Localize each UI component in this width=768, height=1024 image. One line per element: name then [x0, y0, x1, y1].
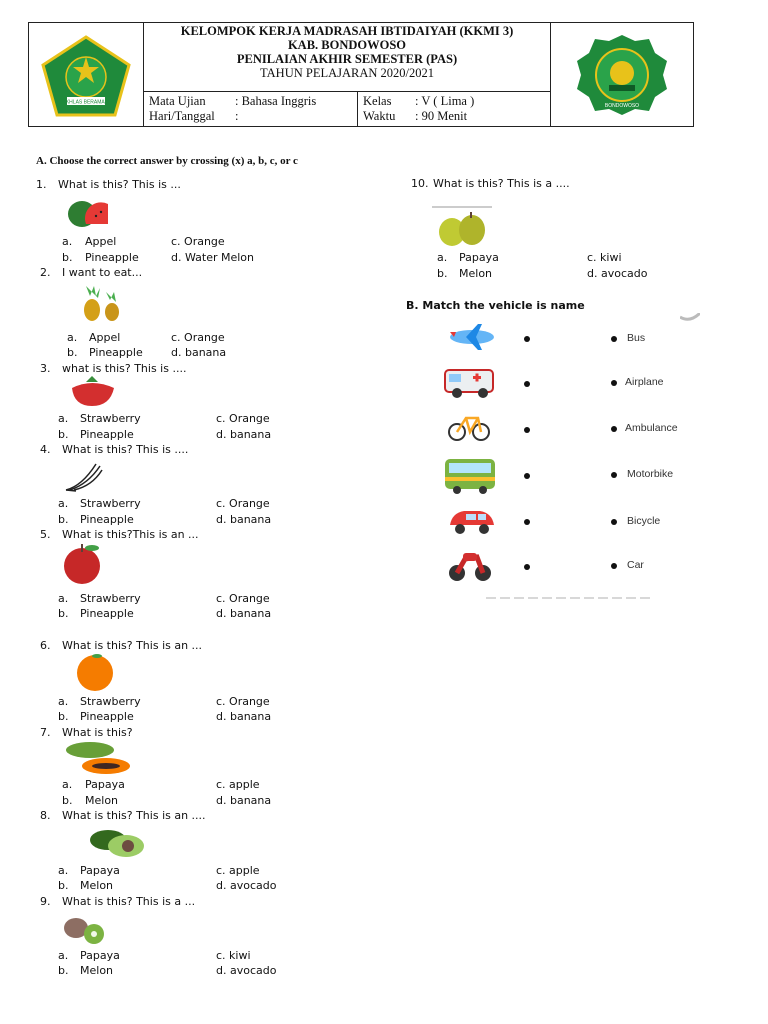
q3-option-d[interactable]: d. banana	[216, 428, 272, 441]
q4-option-d[interactable]: d. banana	[216, 513, 272, 526]
q2-option-c[interactable]: c. Orange	[171, 331, 225, 344]
q3-option-c[interactable]: c. Orange	[216, 412, 270, 425]
date-value: :	[235, 109, 239, 123]
q2-option-d[interactable]: d. banana	[171, 346, 227, 359]
q2-option-b[interactable]: Pineapple	[89, 346, 143, 359]
question-6-number: 6.	[40, 639, 51, 652]
q2-option-a-letter: a.	[67, 331, 78, 344]
question-7-text: What is this?	[62, 726, 133, 739]
corner-mark	[680, 308, 700, 327]
match-dot-left-1[interactable]	[524, 336, 530, 342]
header-line2: KAB. BONDOWOSO	[287, 38, 407, 52]
apple-image	[62, 542, 106, 590]
q8-option-d[interactable]: d. avocado	[216, 879, 277, 892]
question-5-number: 5.	[40, 528, 51, 541]
airplane-image	[446, 320, 500, 358]
match-dot-left-6[interactable]	[524, 564, 530, 570]
q6-option-b-letter: b.	[58, 710, 69, 723]
kiwi-image	[62, 914, 108, 950]
q8-option-a[interactable]: Papaya	[80, 864, 120, 877]
match-dot-left-2[interactable]	[524, 381, 530, 387]
question-4-number: 4.	[40, 443, 51, 456]
q5-option-c[interactable]: c. Orange	[216, 592, 270, 605]
strawberry-image	[66, 376, 118, 412]
q6-option-a[interactable]: Strawberry	[80, 695, 141, 708]
question-9-number: 9.	[40, 895, 51, 908]
q9-option-b-letter: b.	[58, 964, 69, 977]
vehicle-label-motorbike: Motorbike	[627, 468, 674, 480]
exam-header	[28, 22, 694, 127]
papaya-image	[64, 740, 132, 780]
q5-option-a[interactable]: Strawberry	[80, 592, 141, 605]
q5-option-b-letter: b.	[58, 607, 69, 620]
q7-option-a-letter: a.	[62, 778, 73, 791]
q2-option-b-letter: b.	[67, 346, 78, 359]
question-1-text: What is this? This is ...	[58, 178, 181, 191]
q5-option-a-letter: a.	[58, 592, 69, 605]
header-line3: PENILAIAN AKHIR SEMESTER (PAS)	[236, 52, 458, 66]
subject-label: Mata Ujian	[149, 94, 206, 108]
q9-option-b[interactable]: Melon	[80, 964, 114, 977]
q8-option-b[interactable]: Melon	[80, 879, 114, 892]
q6-option-b[interactable]: Pineapple	[80, 710, 134, 723]
logo-right-caption: BONDOWOSO	[604, 103, 640, 109]
q7-option-d[interactable]: d. banana	[216, 794, 272, 807]
q1-option-a-letter: a.	[62, 235, 73, 248]
q1-option-b-letter: b.	[62, 251, 73, 264]
banana-image	[62, 458, 106, 498]
question-10-number: 10.	[411, 177, 429, 190]
q1-option-d[interactable]: d. Water Melon	[171, 251, 255, 264]
match-dot-right-2[interactable]	[611, 380, 617, 386]
time-label: Waktu	[363, 109, 396, 123]
orange-image	[72, 652, 118, 696]
q9-option-c[interactable]: c. kiwi	[216, 949, 251, 962]
q3-option-b[interactable]: Pineapple	[80, 428, 134, 441]
q8-option-a-letter: a.	[58, 864, 69, 877]
class-label: Kelas	[363, 94, 392, 108]
q4-option-a[interactable]: Strawberry	[80, 497, 141, 510]
question-4-text: What is this? This is ....	[62, 443, 189, 456]
q6-option-a-letter: a.	[58, 695, 69, 708]
match-dot-right-6[interactable]	[611, 563, 617, 569]
q10-option-a[interactable]: Papaya	[459, 251, 499, 264]
match-dot-right-5[interactable]	[611, 519, 617, 525]
section-a-instruction: A. Choose the correct answer by crossing (x) a, b, c, or c	[36, 155, 298, 167]
q7-option-a[interactable]: Papaya	[85, 778, 125, 791]
question-10-text: What is this? This is a ....	[433, 177, 570, 190]
match-dot-right-4[interactable]	[611, 472, 617, 478]
logo-left-caption: IKHLAS BERAMAL	[64, 99, 108, 106]
q9-option-a[interactable]: Papaya	[80, 949, 120, 962]
q1-option-a[interactable]: Appel	[85, 235, 117, 248]
question-3-text: what is this? This is ....	[62, 362, 187, 375]
vehicle-label-airplane: Airplane	[625, 376, 664, 388]
q5-option-d[interactable]: d. banana	[216, 607, 272, 620]
pineapple-image	[74, 282, 126, 326]
vehicle-label-bicycle: Bicycle	[627, 515, 661, 527]
subject-value: : Bahasa Inggris	[235, 94, 317, 108]
question-2-number: 2.	[40, 266, 51, 279]
match-dot-right-3[interactable]	[611, 426, 617, 432]
q3-option-a[interactable]: Strawberry	[80, 412, 141, 425]
date-label: Hari/Tanggal	[149, 109, 215, 123]
q10-option-c[interactable]: c. kiwi	[587, 251, 622, 264]
q8-option-b-letter: b.	[58, 879, 69, 892]
q9-option-a-letter: a.	[58, 949, 69, 962]
bicycle-image	[448, 408, 490, 448]
q10-option-a-letter: a.	[437, 251, 448, 264]
q4-option-c[interactable]: c. Orange	[216, 497, 270, 510]
vehicle-label-car: Car	[627, 559, 644, 571]
avocado-image	[84, 824, 150, 864]
match-dot-right-1[interactable]	[611, 336, 617, 342]
section-b-instruction: B. Match the vehicle is name	[406, 299, 585, 312]
match-dot-left-3[interactable]	[524, 427, 530, 433]
question-3-number: 3.	[40, 362, 51, 375]
vehicle-label-bus: Bus	[627, 332, 646, 344]
question-8-number: 8.	[40, 809, 51, 822]
question-1-number: 1.	[36, 178, 47, 191]
q1-option-c[interactable]: c. Orange	[171, 235, 225, 248]
q8-option-c[interactable]: c. apple	[216, 864, 260, 877]
q9-option-d[interactable]: d. avocado	[216, 964, 277, 977]
q1-option-b[interactable]: Pineapple	[85, 251, 139, 264]
ambulance-image	[443, 362, 497, 404]
q7-option-c[interactable]: c. apple	[216, 778, 260, 791]
question-9-text: What is this? This is a ...	[62, 895, 196, 908]
question-8-text: What is this? This is an ....	[62, 809, 206, 822]
header-line4: TAHUN PELAJARAN 2020/2021	[260, 66, 434, 80]
header-title-block	[143, 23, 551, 92]
header-line1: KELOMPOK KERJA MADRASAH IBTIDAIYAH (KKMI 3)	[180, 24, 514, 38]
q7-option-b[interactable]: Melon	[85, 794, 119, 807]
car-image	[446, 503, 498, 541]
q10-option-b-letter: b.	[437, 267, 448, 280]
q5-option-b[interactable]: Pineapple	[80, 607, 134, 620]
question-2-text: I want to eat...	[62, 266, 143, 279]
q2-option-a[interactable]: Appel	[89, 331, 121, 344]
class-value: : V ( Lima )	[415, 94, 475, 108]
q4-option-b-letter: b.	[58, 513, 69, 526]
q3-option-b-letter: b.	[58, 428, 69, 441]
image-footer-line	[486, 585, 654, 604]
pear-image	[432, 206, 494, 252]
q6-option-c[interactable]: c. Orange	[216, 695, 270, 708]
vehicle-label-ambulance: Ambulance	[625, 422, 678, 434]
q4-option-b[interactable]: Pineapple	[80, 513, 134, 526]
q4-option-a-letter: a.	[58, 497, 69, 510]
question-6-text: What is this? This is an ...	[62, 639, 203, 652]
motorbike-image	[447, 543, 493, 589]
kkmi-logo-right	[550, 23, 693, 126]
question-5-text: What is this?This is an ...	[62, 528, 199, 541]
question-7-number: 7.	[40, 726, 51, 739]
watermelon-image	[66, 194, 110, 234]
exam-info-row	[143, 91, 551, 127]
q10-option-b[interactable]: Melon	[459, 267, 493, 280]
q6-option-d[interactable]: d. banana	[216, 710, 272, 723]
match-dot-left-5[interactable]	[524, 519, 530, 525]
bus-image	[443, 455, 497, 499]
time-value: : 90 Menit	[415, 109, 468, 123]
ministry-logo-left	[29, 23, 144, 126]
q3-option-a-letter: a.	[58, 412, 69, 425]
q10-option-d[interactable]: d. avocado	[587, 267, 648, 280]
q7-option-b-letter: b.	[62, 794, 73, 807]
match-dot-left-4[interactable]	[524, 473, 530, 479]
